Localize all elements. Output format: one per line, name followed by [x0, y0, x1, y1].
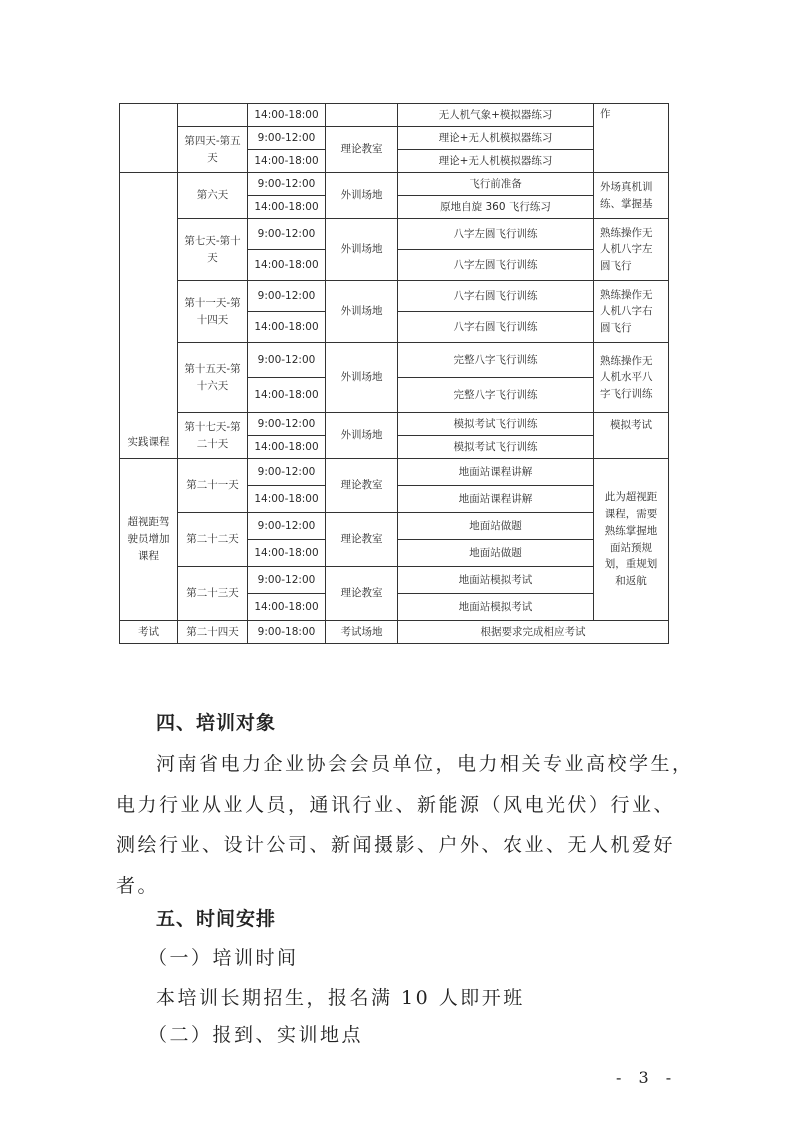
- time-cell: 14:00-18:00: [248, 486, 326, 513]
- content-cell: 八字右圆飞行训练: [398, 312, 594, 343]
- content-cell: 地面站模拟考试: [398, 567, 594, 594]
- note-cell: 外场真机训练、掌握基: [594, 173, 669, 219]
- venue-cell: 理论教室: [326, 567, 398, 621]
- table-row: [120, 621, 669, 644]
- time-cell: 9:00-12:00: [248, 567, 326, 594]
- time-cell: 9:00-12:00: [248, 413, 326, 436]
- venue-cell: 外训场地: [326, 219, 398, 281]
- table-row: [120, 513, 669, 540]
- time-cell: 9:00-18:00: [248, 621, 326, 644]
- day-cell: 第七天-第十天: [178, 219, 248, 281]
- time-cell: 9:00-12:00: [248, 343, 326, 378]
- content-cell: 地面站课程讲解: [398, 486, 594, 513]
- content-cell: 模拟考试飞行训练: [398, 413, 594, 436]
- time-cell: 9:00-12:00: [248, 513, 326, 540]
- section-four-title: 四、培训对象: [156, 712, 277, 734]
- day-cell: [178, 104, 248, 127]
- content-cell: 地面站做题: [398, 513, 594, 540]
- time-cell: 9:00-12:00: [248, 127, 326, 150]
- note-cell: 此为超视距课程，需要熟练掌握地面站预规划，重规划和返航: [594, 459, 669, 621]
- venue-cell: 外训场地: [326, 281, 398, 343]
- subsection-2-title: （二）报到、实训地点: [148, 1024, 364, 1046]
- time-cell: 14:00-18:00: [248, 540, 326, 567]
- time-cell: 14:00-18:00: [248, 150, 326, 173]
- time-cell: 14:00-18:00: [248, 196, 326, 219]
- venue-cell: 理论教室: [326, 513, 398, 567]
- day-cell: 第六天: [178, 173, 248, 219]
- section-four-line-2: 电力行业从业人员，通讯行业、新能源（风电光伏）行业、: [116, 794, 676, 816]
- table-row: [120, 127, 669, 150]
- content-cell: 完整八字飞行训练: [398, 378, 594, 413]
- venue-cell: 外训场地: [326, 173, 398, 219]
- table-row: [120, 104, 669, 127]
- day-cell: 第四天-第五天: [178, 127, 248, 173]
- note-cell: 熟练操作无人机八字右圆飞行: [594, 281, 669, 343]
- content-cell: 地面站模拟考试: [398, 594, 594, 621]
- content-cell: 地面站课程讲解: [398, 459, 594, 486]
- section-four-line-3: 测绘行业、设计公司、新闻摄影、户外、农业、无人机爱好: [116, 834, 676, 856]
- content-cell: 原地自旋 360 飞行练习: [398, 196, 594, 219]
- note-cell: 作: [594, 104, 669, 173]
- time-cell: 14:00-18:00: [248, 378, 326, 413]
- table-row: [120, 459, 669, 486]
- content-cell: 八字右圆飞行训练: [398, 281, 594, 312]
- time-cell: 9:00-12:00: [248, 173, 326, 196]
- time-cell: 14:00-18:00: [248, 436, 326, 459]
- content-cell: 飞行前准备: [398, 173, 594, 196]
- day-cell: 第二十二天: [178, 513, 248, 567]
- venue-cell: 理论教室: [326, 459, 398, 513]
- time-cell: 14:00-18:00: [248, 594, 326, 621]
- content-cell: 地面站做题: [398, 540, 594, 567]
- section-four-line-1: 河南省电力企业协会会员单位，电力相关专业高校学生，: [156, 753, 694, 775]
- table-row: [120, 173, 669, 196]
- time-cell: 9:00-12:00: [248, 281, 326, 312]
- training-schedule-table: [119, 103, 669, 644]
- content-cell: 八字左圆飞行训练: [398, 250, 594, 281]
- content-cell: 根据要求完成相应考试: [398, 621, 669, 644]
- table-row: [120, 567, 669, 594]
- category-cell: 实践课程: [120, 173, 178, 459]
- venue-cell: 外训场地: [326, 413, 398, 459]
- time-cell: 14:00-18:00: [248, 312, 326, 343]
- day-cell: 第二十四天: [178, 621, 248, 644]
- table-row: [120, 281, 669, 312]
- content-cell: 理论+无人机模拟器练习: [398, 127, 594, 150]
- category-cell: 超视距驾驶员增加课程: [120, 459, 178, 621]
- day-cell: 第二十一天: [178, 459, 248, 513]
- subsection-1-body: 本培训长期招生，报名满 10 人即开班: [156, 987, 525, 1009]
- venue-cell: 理论教室: [326, 127, 398, 173]
- table-row: [120, 413, 669, 436]
- subsection-1-title: （一）培训时间: [148, 947, 299, 969]
- venue-cell: 外训场地: [326, 343, 398, 413]
- time-cell: 14:00-18:00: [248, 104, 326, 127]
- note-cell: 模拟考试: [594, 413, 669, 459]
- day-cell: 第十七天-第二十天: [178, 413, 248, 459]
- content-cell: 模拟考试飞行训练: [398, 436, 594, 459]
- category-cell: [120, 104, 178, 173]
- time-cell: 14:00-18:00: [248, 250, 326, 281]
- day-cell: 第二十三天: [178, 567, 248, 621]
- time-cell: 9:00-12:00: [248, 219, 326, 250]
- day-cell: 第十五天-第十六天: [178, 343, 248, 413]
- table-row: [120, 219, 669, 250]
- category-cell: 考试: [120, 621, 178, 644]
- venue-cell: [326, 104, 398, 127]
- content-cell: 完整八字飞行训练: [398, 343, 594, 378]
- note-cell: 熟练操作无人机水平八字飞行训练: [594, 343, 669, 413]
- content-cell: 八字左圆飞行训练: [398, 219, 594, 250]
- section-five-title: 五、时间安排: [156, 908, 277, 930]
- page-number: - 3 -: [616, 1068, 678, 1087]
- section-four-line-4: 者。: [116, 875, 160, 897]
- table-row: [120, 343, 669, 378]
- day-cell: 第十一天-第十四天: [178, 281, 248, 343]
- time-cell: 9:00-12:00: [248, 459, 326, 486]
- content-cell: 理论+无人机模拟器练习: [398, 150, 594, 173]
- note-cell: 熟练操作无人机八字左圆飞行: [594, 219, 669, 281]
- venue-cell: 考试场地: [326, 621, 398, 644]
- content-cell: 无人机气象+模拟器练习: [398, 104, 594, 127]
